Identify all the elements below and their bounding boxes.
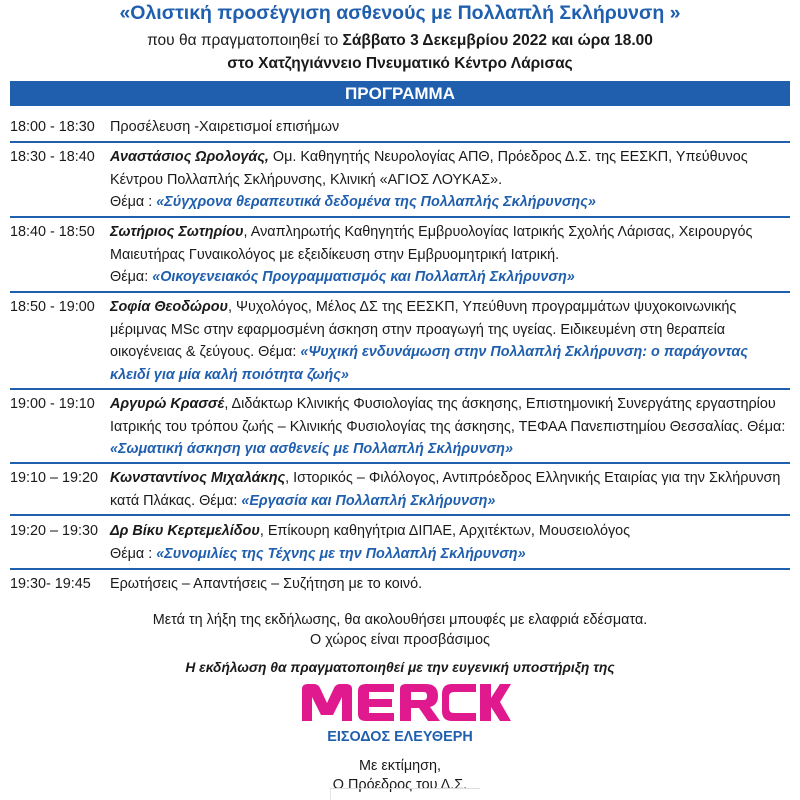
program-body — [110, 221, 790, 289]
topic-label: Θέμα : — [110, 545, 157, 562]
topic-label: Θέμα : — [110, 194, 157, 210]
talk-topic: «Σωματική άσκηση για ασθενείς με Πολλαπλή Σκλήρυνση» — [110, 441, 513, 457]
signer-title: Ο Πρόεδρος του Δ.Σ. — [332, 777, 468, 793]
program-time: 18:30 - 18:40 — [10, 149, 95, 165]
program-time: 18:40 - 18:50 — [10, 224, 95, 240]
speaker-name: Αργυρώ Κρασσέ — [110, 396, 225, 412]
row-separator — [10, 291, 790, 293]
row-separator — [10, 462, 790, 464]
speaker-name: Αναστάσιος Ωρολογάς, — [110, 149, 269, 165]
topic-label: Θέμα: — [110, 269, 153, 285]
program-time: 18:00 - 18:30 — [10, 119, 95, 135]
event-date-line — [0, 32, 800, 50]
program-time: 19:20 – 19:30 — [10, 523, 99, 539]
program-body — [110, 520, 790, 565]
speaker-description: Ομ. Καθηγητής Νευρολογίας ΑΠΘ, Πρόεδρος Δ.Σ. της ΕΕΣΚΠ, Υπεύθυνος Κέντρου Πολλαπλής Σκλήρυνσης, Κλινική «ΑΓΙΟΣ ΛΟΥΚΑΣ». — [110, 149, 748, 188]
regards-line: Με εκτίμηση, — [358, 758, 442, 774]
speaker-description: , Ψυχολόγος, Μέλος ΔΣ της ΕΕΣΚΠ, Υπεύθυνη προγραμμάτων ψυχοκοινωνικής μέριμνας MSc στην εφαρμοσμένη άσκηση στην προαγωγή της υγείας. Ειδικευμένη στη θεραπεία οικογένειας & ζεύγους. Θέμα: — [110, 299, 737, 360]
free-entry-label: ΕΙΣΟΔΟΣ ΕΛΕΥΘΕΡΗ — [327, 729, 473, 745]
row-separator — [10, 388, 790, 390]
program-time: 19:30- 19:45 — [10, 576, 91, 592]
program-body — [110, 467, 790, 512]
buffet-note: Μετά τη λήξη της εκδήλωσης, θα ακολουθήσει μπουφές με ελαφριά εδέσματα. — [152, 612, 648, 628]
program-body — [110, 393, 790, 461]
speaker-name: Δρ Βίκυ Κερτεμελίδου — [110, 523, 260, 539]
talk-topic: «Ψυχική ενδυνάμωση στην Πολλαπλή Σκλήρυνση: ο παράγοντας κλειδί για μία καλή ποιότητα ζωής» — [110, 344, 748, 383]
speaker-description: , Διδάκτωρ Κλινικής Φυσιολογίας της άσκησης, Επιστημονική Συνεργάτης εργαστηρίου Ιατρικής του τρόπου ζωής – Κλινικής Φυσιολογίας της άσκησης, ΤΕΦΑΑ Πανεπιστημίου Θεσσαλίας. Θέμα: — [110, 396, 786, 435]
row-separator — [10, 514, 790, 516]
signature-stamp — [330, 788, 480, 800]
speaker-name: Σοφία Θεοδώρου — [110, 299, 229, 315]
program-body — [110, 146, 790, 214]
speaker-description: , Αναπληρωτής Καθηγητής Εμβρυολογίας Ιατρικής Σχολής Λάρισας, Χειρουργός Μαιευτήρας Γυναικολόγος με εξειδίκευση στην Εμβρυομητρική Ιατρική. — [110, 224, 753, 263]
speaker-description: , Επίκουρη καθηγήτρια ΔΙΠΑΕ, Αρχιτέκτων, Μουσειολόγος — [259, 523, 631, 539]
program-header-bar: ΠΡΟΓΡΑΜΜΑ — [10, 81, 790, 106]
program-text: Ερωτήσεις – Απαντήσεις – Συζήτηση με το κοινό. — [110, 576, 423, 592]
row-separator — [10, 568, 790, 570]
talk-topic: «Εργασία και Πολλαπλή Σκλήρυνση» — [241, 492, 496, 509]
talk-topic: «Οικογενειακός Προγραμματισμός και Πολλαπλή Σκλήρυνση» — [152, 269, 575, 285]
event-date: Σάββατο 3 Δεκεμβρίου 2022 και ώρα 18.00 — [342, 32, 653, 49]
row-separator — [10, 141, 790, 143]
event-venue: στο Χατζηγιάννειο Πνευματικό Κέντρο Λάρισας — [227, 55, 573, 72]
speaker-name: Κωνσταντίνος Μιχαλάκης — [110, 470, 286, 486]
program-time: 18:50 - 19:00 — [10, 299, 95, 315]
talk-topic: «Σύγχρονα θεραπευτικά δεδομένα της Πολλαπλής Σκλήρυνσης» — [156, 194, 596, 210]
program-time: 19:00 - 19:10 — [10, 396, 95, 412]
talk-topic: «Συνομιλίες της Τέχνης με την Πολλαπλή Σκλήρυνση» — [156, 545, 526, 562]
program-text: Προσέλευση -Χαιρετισμοί επισήμων — [110, 119, 340, 135]
event-title: «Ολιστική προσέγγιση ασθενούς με Πολλαπλή Σκλήρυνση » — [119, 2, 681, 24]
sponsor-note: Η εκδήλωση θα πραγματοποιηθεί με την ευγενική υποστήριξη της — [185, 660, 615, 675]
date-line-prefix: που θα πραγματοποιηθεί το — [147, 32, 343, 49]
merck-logo — [300, 681, 512, 725]
accessibility-note: Ο χώρος είναι προσβάσιμος — [310, 632, 490, 648]
program-body — [110, 296, 790, 386]
row-separator — [10, 216, 790, 218]
speaker-description: , Ιστορικός – Φιλόλογος, Αντιπρόεδρος Ελληνικής Εταιρίας για την Σκλήρυνση κατά Πλάκας. Θέμα: — [110, 470, 781, 509]
speaker-name: Σωτήριος Σωτηρίου — [110, 224, 244, 240]
program-time: 19:10 – 19:20 — [10, 470, 99, 486]
